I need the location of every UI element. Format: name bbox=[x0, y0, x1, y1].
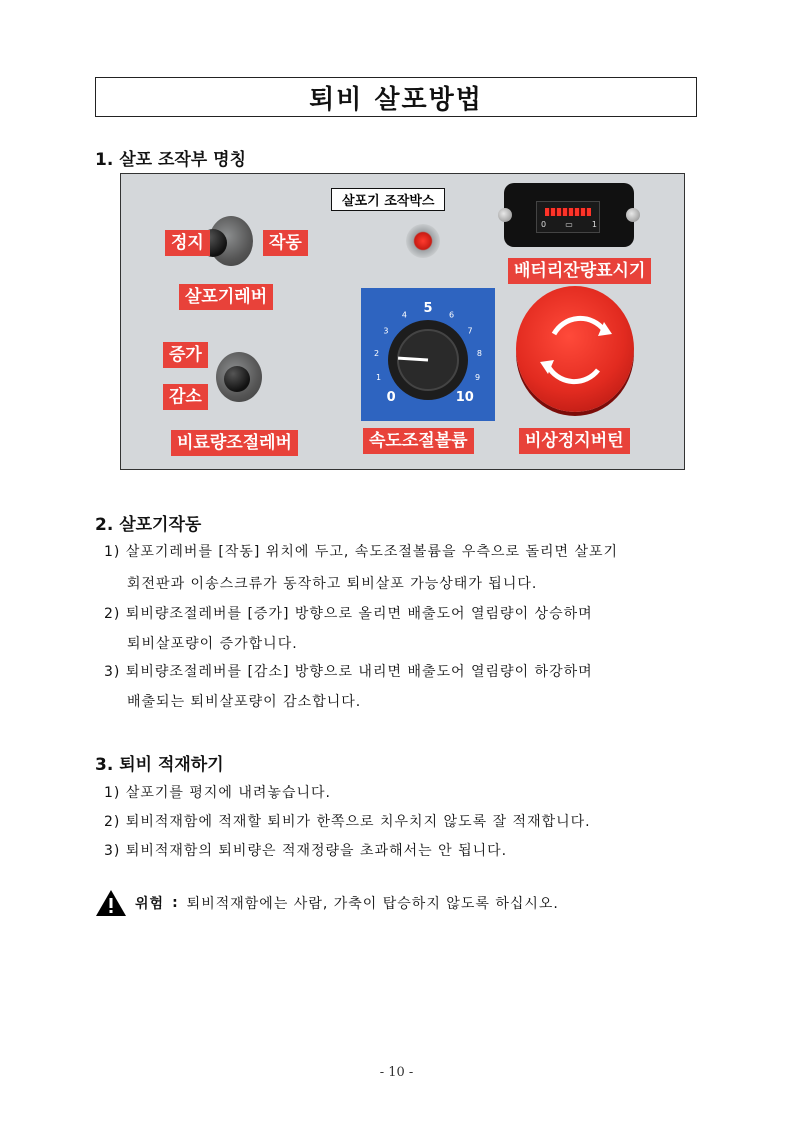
speed-dial-tick-label: 1 bbox=[375, 373, 382, 383]
page-title: 퇴비 살포방법 bbox=[95, 77, 697, 117]
label-battery-indicator: 배터리잔량표시기 bbox=[508, 258, 651, 284]
screw-icon bbox=[498, 208, 512, 222]
speed-dial-tick-label: 3 bbox=[383, 326, 389, 336]
speed-dial-pointer bbox=[398, 358, 428, 360]
speed-dial-tick-label: 7 bbox=[467, 326, 473, 336]
warning-triangle-icon bbox=[95, 889, 127, 917]
warning-line bbox=[95, 889, 559, 917]
section3-heading: 3. 퇴비 적재하기 bbox=[95, 755, 224, 775]
battery-scale bbox=[541, 220, 597, 229]
battery-icon: ▭ bbox=[565, 220, 573, 229]
speed-dial-tick-label: 9 bbox=[474, 373, 481, 383]
speed-dial-plate bbox=[361, 288, 495, 421]
section2-item3-line1: 3) 퇴비량조절레버를 [감소] 방향으로 내리면 배출도어 열림량이 하강하며 bbox=[104, 664, 593, 680]
fertilizer-lever-knob-icon bbox=[224, 366, 250, 392]
speed-dial-tick-label: 10 bbox=[455, 389, 474, 405]
indicator-lamp-icon bbox=[406, 224, 440, 258]
emergency-stop-button bbox=[516, 286, 634, 412]
section3-item2: 2) 퇴비적재함에 적재할 퇴비가 한쪽으로 치우치지 않도록 잘 적재합니다. bbox=[104, 814, 591, 830]
speed-dial-tick-label: 4 bbox=[401, 310, 407, 320]
section2-item1-line2: 회전판과 이송스크류가 동작하고 퇴비살포 가능상태가 됩니다. bbox=[127, 576, 538, 592]
section3-item1: 1) 살포기를 평지에 내려놓습니다. bbox=[104, 785, 331, 801]
label-speed-volume: 속도조절볼륨 bbox=[363, 428, 474, 454]
speed-dial-tick-label: 5 bbox=[423, 301, 433, 316]
section2-item2-line2: 퇴비살포량이 증가합니다. bbox=[127, 636, 298, 652]
speed-dial-tick-label: 8 bbox=[476, 348, 482, 358]
section2-heading: 2. 살포기작동 bbox=[95, 515, 202, 535]
section1-heading: 1. 살포 조작부 명칭 bbox=[95, 150, 246, 170]
section2-item2-line1: 2) 퇴비량조절레버를 [증가] 방향으로 올리면 배출도어 열림량이 상승하며 bbox=[104, 606, 593, 622]
battery-meter-screen bbox=[536, 201, 600, 233]
warning-label: 위험 bbox=[135, 896, 165, 912]
speed-dial-tick-label: 2 bbox=[374, 348, 380, 358]
screw-icon bbox=[626, 208, 640, 222]
battery-scale-max: 1 bbox=[591, 220, 597, 229]
warning-separator: : bbox=[172, 895, 179, 911]
section2-item1-line1: 1) 살포기레버를 [작동] 위치에 두고, 속도조절볼륨을 우측으로 돌리면 살포기 bbox=[104, 544, 619, 560]
control-panel-photo bbox=[120, 173, 685, 470]
label-increase: 증가 bbox=[163, 342, 208, 368]
section2-item3-line2: 배출되는 퇴비살포량이 감소합니다. bbox=[127, 694, 362, 710]
speed-dial-tick-label: 6 bbox=[449, 310, 455, 320]
label-emergency-button: 비상정지버턴 bbox=[519, 428, 630, 454]
rotate-arrows-icon bbox=[516, 286, 634, 412]
warning-text: 퇴비적재함에는 사람, 가축이 탑승하지 않도록 하십시오. bbox=[186, 896, 559, 912]
label-decrease: 감소 bbox=[163, 384, 208, 410]
label-spreader-lever: 살포기레버 bbox=[179, 284, 273, 310]
label-stop: 정지 bbox=[165, 230, 210, 256]
label-run: 작동 bbox=[263, 230, 308, 256]
page-number: - 10 - bbox=[379, 1065, 414, 1080]
battery-meter bbox=[504, 183, 634, 247]
battery-scale-min: 0 bbox=[541, 220, 547, 229]
label-fertilizer-lever: 비료량조절레버 bbox=[171, 430, 298, 456]
panel-box-title: 살포기 조작박스 bbox=[331, 188, 445, 211]
section3-item3: 3) 퇴비적재함의 퇴비량은 적재정량을 초과해서는 안 됩니다. bbox=[104, 843, 508, 859]
battery-level-bar bbox=[545, 208, 591, 216]
speed-dial-svg bbox=[361, 288, 495, 421]
speed-dial-tick-label: 0 bbox=[386, 389, 396, 405]
